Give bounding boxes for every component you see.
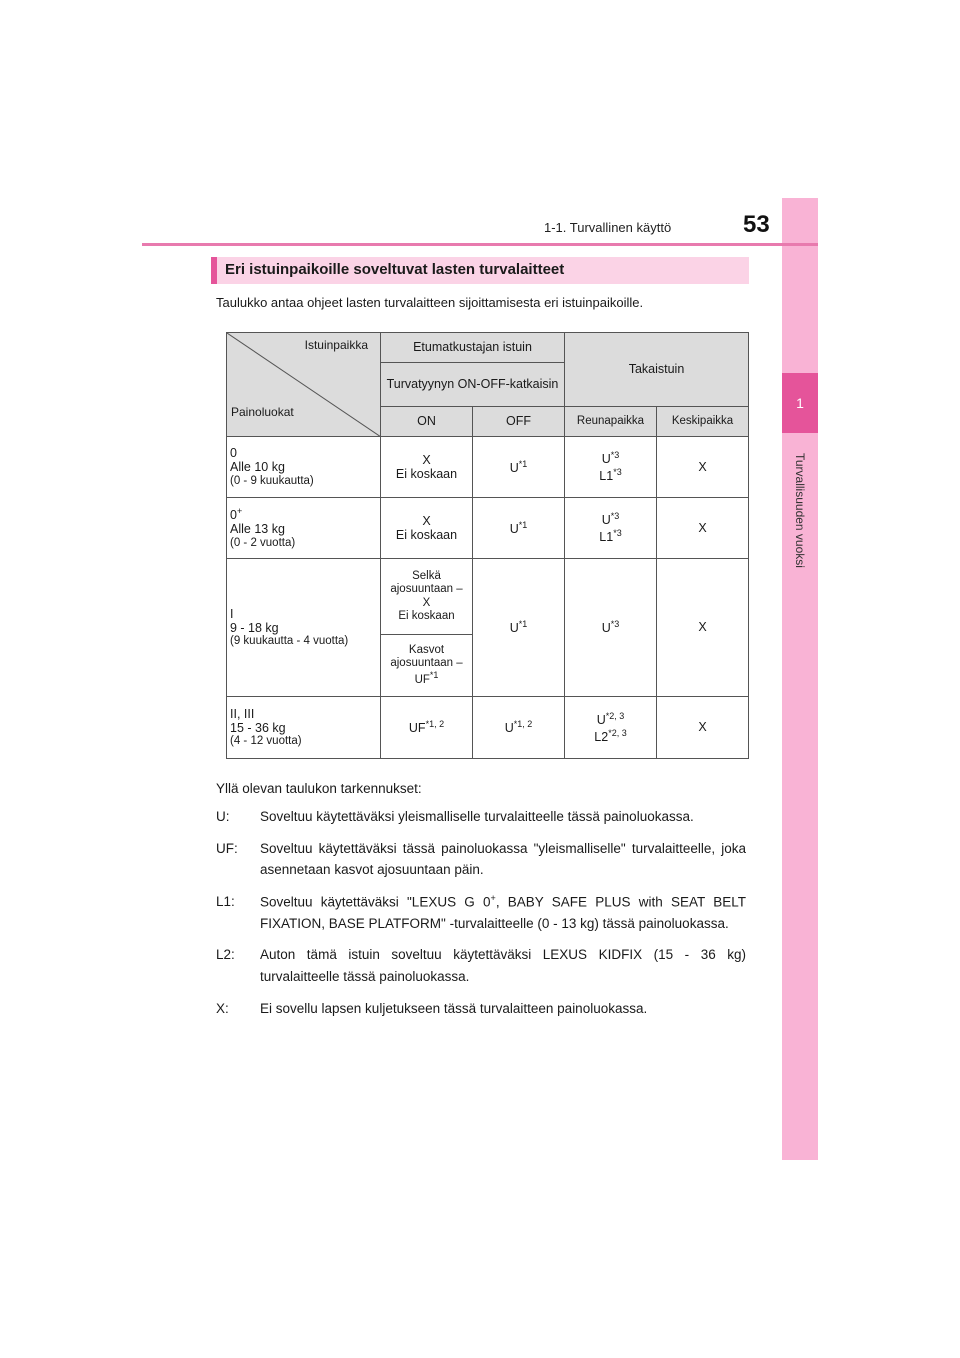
center-cell: X — [657, 437, 749, 498]
weight-label: 15 - 36 kg — [230, 720, 286, 735]
note-text-part: , BABY SAFE PLUS with SEAT BELT FIXATION, BASE PLATFORM" -turvalaitteelle (0 - 13 kg) tässä painoluokassa. — [260, 894, 746, 931]
outer-footnote-mark: *3 — [613, 467, 622, 477]
note-text: Soveltuu käytettäväksi tässä painoluokassa "yleismalliselle" turvalaitteelle, joka asennetaan kasvot ajosuuntaan päin. — [260, 840, 746, 878]
col-center-header: Keskipaikka — [657, 407, 749, 437]
outer-value-2 — [568, 528, 653, 545]
forward-value — [384, 670, 469, 687]
outer-code: U — [596, 713, 606, 728]
row-group-cell — [227, 498, 381, 559]
on-footnote-mark: *1, 2 — [425, 719, 445, 730]
note-text: Soveltuu käytettäväksi yleismalliselle turvalaitteelle tässä painoluokassa. — [260, 809, 694, 824]
on-cell — [381, 697, 473, 759]
on-value: UF — [408, 721, 426, 736]
notes-title: Yllä olevan taulukon tarkennukset: — [216, 781, 422, 796]
note-key: L1: — [216, 893, 235, 909]
on-rearward-cell — [381, 559, 473, 635]
note-superscript: + — [490, 892, 496, 903]
child-seat-table — [226, 332, 749, 759]
outer-footnote-mark: *2, 3 — [608, 727, 627, 738]
outer-footnote-mark: *3 — [610, 511, 620, 522]
note-text: Auton tämä istuin soveltuu käytettäväksi LEXUS KIDFIX (15 - 36 kg) turvalaitteelle tässä painoluokassa. — [260, 947, 746, 985]
corner-seat-label: Istuinpaikka — [304, 338, 368, 352]
outer-code: L2 — [594, 729, 609, 744]
chapter-title — [782, 440, 818, 580]
rear-seat-header: Takaistuin — [565, 333, 749, 407]
off-cell — [473, 697, 565, 759]
col-on-header: ON — [381, 407, 473, 437]
rearward-note: Ei koskaan — [398, 609, 455, 622]
table-row — [227, 437, 749, 498]
page-number: 53 — [743, 211, 770, 238]
outer-code: L1 — [599, 530, 614, 545]
forward-code: UF — [414, 674, 430, 687]
outer-footnote-mark: *3 — [613, 528, 622, 538]
section-title: Eri istuinpaikoille soveltuvat lasten turvalaitteet — [211, 257, 749, 284]
outer-value-2 — [568, 467, 653, 484]
off-value: U — [509, 460, 519, 475]
outer-value-2 — [568, 728, 653, 745]
outer-cell — [565, 498, 657, 559]
outer-cell — [565, 697, 657, 759]
group-label: 0 — [230, 446, 237, 461]
col-outer-header: Reunapaikka — [565, 407, 657, 437]
group-label: II, III — [230, 706, 255, 721]
forward-direction: ajosuuntaan – — [390, 656, 463, 669]
off-cell — [473, 437, 565, 498]
chapter-side-tab — [782, 198, 818, 1160]
table-row — [227, 498, 749, 559]
rearward-direction: ajosuuntaan – — [390, 583, 463, 596]
note-item — [216, 806, 746, 828]
rearward-value: X — [422, 596, 431, 609]
note-text-part: Soveltuu käytettäväksi "LEXUS G 0 — [260, 894, 491, 910]
group-code: 0 — [230, 508, 237, 523]
on-cell — [381, 437, 473, 498]
header-divider — [142, 243, 818, 246]
off-value: U — [504, 721, 514, 736]
outer-footnote-mark: *2, 3 — [605, 710, 625, 721]
chapter-number: 1 — [782, 373, 818, 433]
chapter-title-text: Turvallisuuden vuoksi — [793, 452, 807, 568]
note-text — [260, 891, 746, 935]
outer-value-1 — [568, 711, 653, 728]
group-label — [230, 506, 377, 523]
col-off-header: OFF — [473, 407, 565, 437]
table-row — [227, 559, 749, 635]
table-row — [227, 697, 749, 759]
forward-footnote-mark: *1 — [429, 670, 439, 681]
group-superscript: + — [236, 505, 243, 516]
off-value: U — [509, 521, 519, 536]
note-key: U: — [216, 809, 230, 824]
outer-footnote-mark: *3 — [610, 450, 620, 461]
on-forward-cell — [381, 635, 473, 697]
row-group-cell — [227, 437, 381, 498]
note-item — [216, 944, 746, 987]
center-cell: X — [657, 498, 749, 559]
note-key: UF: — [216, 840, 238, 856]
forward-label: Kasvot — [408, 643, 445, 656]
table-corner-cell — [227, 333, 381, 437]
on-cell — [381, 498, 473, 559]
off-footnote-mark: *1 — [518, 619, 528, 630]
center-cell: X — [657, 697, 749, 759]
age-label: (0 - 9 kuukautta) — [230, 474, 314, 487]
intro-text: Taulukko antaa ohjeet lasten turvalaitteen sijoittamisesta eri istuinpaikoille. — [216, 295, 644, 310]
note-item — [216, 838, 746, 881]
note-item — [216, 891, 746, 935]
outer-footnote-mark: *3 — [610, 619, 620, 630]
weight-label: 9 - 18 kg — [230, 620, 279, 635]
outer-value-1 — [568, 450, 653, 467]
weight-label: Alle 13 kg — [230, 522, 285, 537]
front-seat-header: Etumatkustajan istuin — [381, 333, 565, 363]
row-group-cell — [227, 697, 381, 759]
row-group-cell — [227, 559, 381, 697]
outer-code: U — [601, 621, 611, 636]
rearward-label: Selkä — [412, 570, 441, 583]
off-cell — [473, 498, 565, 559]
off-footnote-mark: *1 — [518, 458, 528, 469]
note-key: X: — [216, 1000, 229, 1016]
on-note: Ei koskaan — [395, 528, 458, 542]
outer-code: L1 — [599, 469, 614, 484]
group-label: I — [230, 606, 234, 621]
running-header: 1-1. Turvallinen käyttö — [544, 220, 672, 235]
outer-value-1 — [568, 511, 653, 528]
weight-label: Alle 10 kg — [230, 460, 285, 475]
table-notes — [216, 781, 746, 1029]
age-label: (0 - 2 vuotta) — [230, 536, 296, 549]
outer-code: U — [601, 452, 611, 467]
corner-weight-label: Painoluokat — [231, 405, 294, 420]
off-footnote-mark: *1, 2 — [513, 719, 533, 730]
on-note: Ei koskaan — [395, 467, 458, 481]
center-cell: X — [657, 559, 749, 697]
off-value: U — [509, 621, 519, 636]
note-item — [216, 998, 746, 1020]
note-key: L2: — [216, 947, 235, 963]
on-value: X — [422, 452, 431, 467]
on-value: X — [422, 513, 431, 528]
outer-code: U — [601, 513, 611, 528]
note-text: Ei sovellu lapsen kuljetukseen tässä turvalaitteen painoluokassa. — [260, 1000, 648, 1016]
off-cell — [473, 559, 565, 697]
off-footnote-mark: *1 — [518, 519, 528, 530]
age-label: (4 - 12 vuotta) — [230, 735, 302, 748]
outer-cell — [565, 437, 657, 498]
airbag-switch-header: Turvatyynyn ON-OFF-katkaisin — [381, 363, 565, 407]
age-label: (9 kuukautta - 4 vuotta) — [230, 635, 349, 648]
outer-cell — [565, 559, 657, 697]
